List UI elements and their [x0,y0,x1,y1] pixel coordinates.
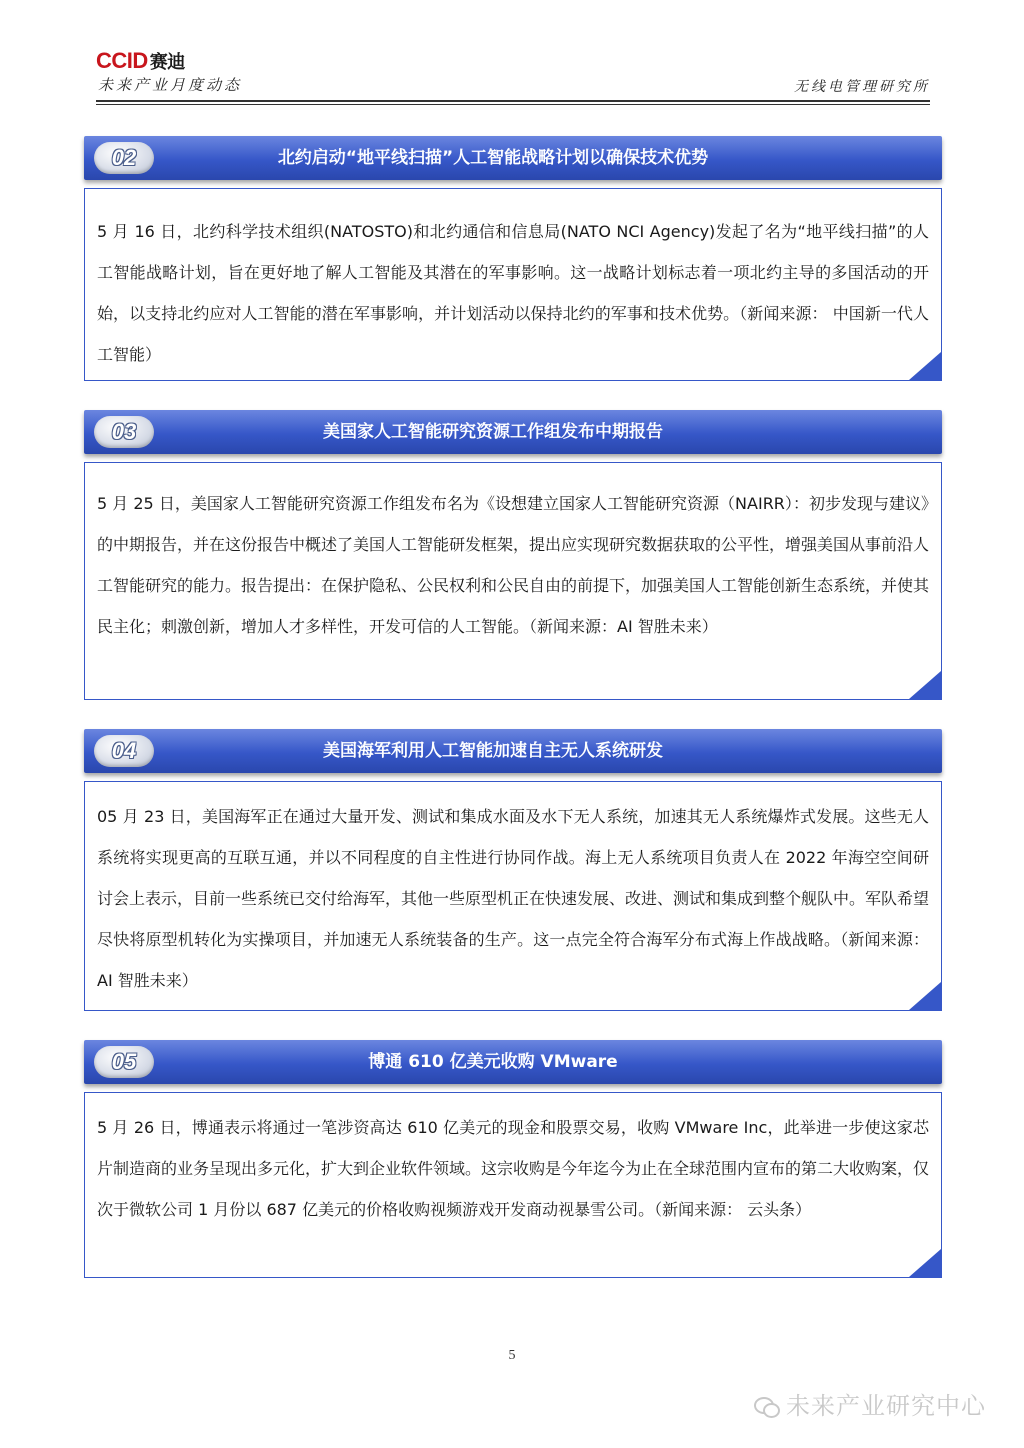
header-divider [96,100,930,102]
section-body-box [84,462,942,700]
section-body-text: 5 月 16 日，北约科学技术组织(NATOSTO)和北约通信和信息局(NATO NCI Agency)发起了名为“地平线扫描”的人工智能战略计划，旨在更好地了解人工智能及其潜在的军事影响。这一战略计划标志着一项北约主导的多国活动的开始，以支持北约应对人工智能的潜在军事影响，并计划活动以保持北约的军事和技术优势。（新闻来源： 中国新一代人工智能） [97,222,929,364]
section-body-box [84,781,942,1011]
corner-triangle [909,982,941,1010]
ccid-logo [96,48,185,74]
section-number: 02 [111,145,137,170]
wechat-icon [754,1395,780,1417]
section-body-text: 5 月 25 日，美国家人工智能研究资源工作组发布名为《设想建立国家人工智能研究资源（NAIRR）：初步发现与建议》的中期报告，并在这份报告中概述了美国人工智能研发框架，提出应实现研究数据获取的公平性，增强美国从事前沿人工智能研究的能力。报告提出：在保护隐私、公民权利和公民自由的前提下，加强美国人工智能创新生态系统，并使其民主化；刺激创新，增加人才多样性，开发可信的人工智能。（新闻来源：AI 智胜未来） [97,494,930,636]
section-title: 博通 610 亿美元收购 VMware [368,1052,618,1072]
section-body-box [84,188,942,381]
header-left-title: 未来产业月度动态 [98,76,243,94]
section-body-box [84,1092,942,1278]
section-body-text: 05 月 23 日，美国海军正在通过大量开发、测试和集成水面及水下无人系统，加速其无人系统爆炸式发展。这些无人系统将实现更高的互联互通，并以不同程度的自主性进行协同作战。海上无人系统项目负责人在 2022 年海空空间研讨会上表示，目前一些系统已交付给海军，其他一些原型机正在快速发展、改进、测试和集成到整个舰队中。军队希望尽快将原型机转化为实操项目，并加速无人系统装备的生产。这一点完全符合海军分布式海上作战战略。（新闻来源： AI 智胜未来） [97,807,930,990]
corner-triangle [909,352,941,380]
section-number: 03 [111,419,137,444]
page-number: 5 [508,1348,516,1363]
section-banner [84,410,942,454]
header-divider-thin [96,104,930,105]
section-number: 05 [111,1049,137,1074]
section-banner [84,136,942,180]
news-section [84,136,942,381]
section-title: 美国家人工智能研究资源工作组发布中期报告 [323,422,663,442]
section-body-text: 5 月 26 日，博通表示将通过一笔涉资高达 610 亿美元的现金和股票交易，收购 VMware Inc，此举进一步使这家芯片制造商的业务呈现出多元化，扩大到企业软件领域。这宗收购是今年迄今为止在全球范围内宣布的第二大收购案，仅次于微软公司 1 月份以 687 亿美元的价格收购视频游戏开发商动视暴雪公司。（新闻来源： 云头条） [97,1118,930,1219]
news-section [84,410,942,700]
logo-brand: CCID [96,48,148,73]
corner-triangle [909,671,941,699]
watermark [754,1386,986,1421]
news-section [84,1040,942,1278]
section-title: 美国海军利用人工智能加速自主无人系统研发 [323,741,663,761]
watermark-text: 未来产业研究中心 [786,1392,986,1420]
section-number: 04 [111,738,137,763]
section-title: 北约启动“地平线扫描”人工智能战略计划以确保技术优势 [277,148,709,168]
page-header [96,44,930,100]
logo-cn: 赛迪 [149,52,185,72]
section-banner [84,729,942,773]
header-right-title: 无线电管理研究所 [794,79,930,95]
news-section [84,729,942,1011]
section-banner [84,1040,942,1084]
corner-triangle [909,1249,941,1277]
